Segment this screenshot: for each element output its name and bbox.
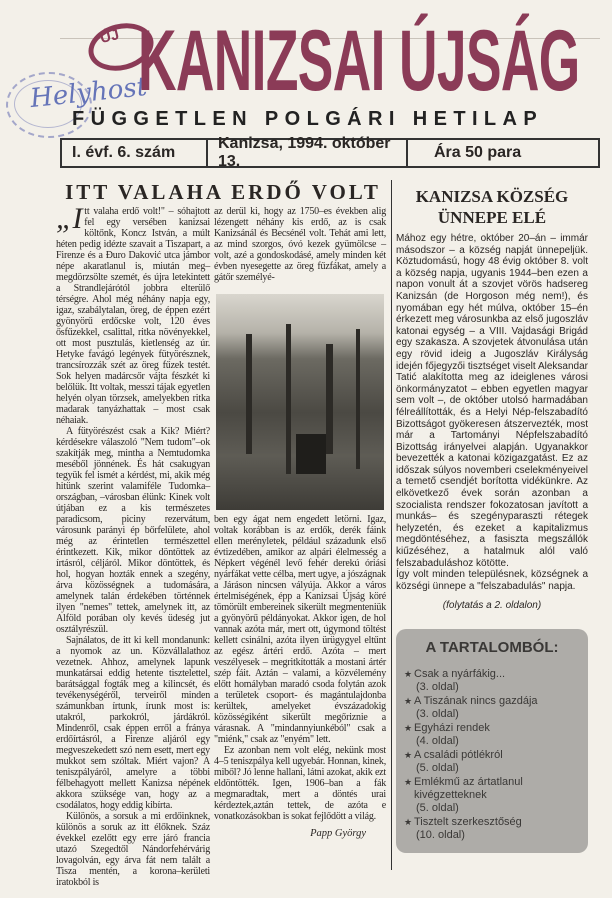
side-article-headline xyxy=(396,186,588,228)
star-icon: ★ xyxy=(404,723,413,734)
article-paragraph: „Itt valaha erdő volt!" – sóhajtott fel egy versében kanizsai költőnk, Koncz István, a múlt héten pedig idézte szavait a Tiszapart, a Firenze és a Đuro Daković utca jámbor népe akaratlanul is, miután meg–megdörzsölte szemét, és újra letekintett a Strandlejárótól jobbra elterülő térségre. Ahol még néhány napja egy, igaz, szabálytalan, öreg, de éppen ezért gyönyörű erdőcske volt, 120 éves ősfűzekkel, csalittal, ritka növényekkel, ott most pusztulás, kietlenség az úr. Hetyke favágó legények fütyörésznek, trancsírozzák szét az öreg fűzek testét. Sok helyen madárcsőr vájta fészkét ki belőlük. Itt voltak, messzi tájak egyetlen helyén olyan törzsek, amelyekben ritka madarak tanyázhattak – most csak néhaiak. xyxy=(56,202,210,426)
newspaper-title: KANIZSAI ÚJSÁG xyxy=(138,13,580,109)
article-column-middle-top xyxy=(214,206,386,283)
star-icon: ★ xyxy=(404,669,413,680)
headline-line: KANIZSA KÖZSÉG xyxy=(415,187,569,206)
article-author: Papp György xyxy=(310,828,366,839)
headline-line: ÜNNEPE ELÉ xyxy=(437,208,547,227)
contents-item: ★ Tisztelt szerkesztőség (10. oldal) xyxy=(404,816,522,842)
issue-price: Ára 50 para xyxy=(434,144,522,161)
article-paragraph: az derül ki, hogy az 1750–es években alig lézengett néhány kis erdő, az is csak Kanizsánál és Becsénél volt. Tehát ami lett, az mind szorgos, óvó kezek gyümölcse – volt, azé a gondoskodásé, amely minden két évben nyesegette az öreg fűzfákat, amely a gátőr személyé- xyxy=(214,206,386,283)
star-icon: ★ xyxy=(404,750,413,761)
article-paragraph: Ez azonban nem volt elég, nekünk most 4–5 teniszpálya kell ugyebár. Honnan, kinek, miből? Jó lenne hallani, látni azokat, akik ezt eldöntötték. Igen, 1906–ban a fák megmaradtak, mert a döntés urai kérdeztek,aztán tettek, de azóta e vonatkozásokban is sokat fejlődött a világ. xyxy=(214,745,386,822)
column-divider xyxy=(391,180,392,870)
article-paragraph: Különös, a sorsuk a mi erdőinknek, különös a soruk az itt élőknek. Száz évekkel ezelőtt egy erre járó francia utazó Szegedtől Nándorfehérvárig lovagolván, egy árva fát nem talált a Tisza mentén, a korona–kerületi iratokból is xyxy=(56,811,210,888)
issue-info-bar xyxy=(60,135,600,170)
contents-item: ★ A családi pótlékról (5. oldal) xyxy=(404,749,503,775)
contents-item: ★ Egyházi rendek (4. oldal) xyxy=(404,722,490,748)
issue-date: Kanizsa, 1994. október 13. xyxy=(208,140,408,166)
article-paragraph: Sajnálatos, de itt ki kell mondanunk: a nyomok az un. Közvállalathoz vezetnek. Ahhoz, amelynek lapunk munkatársai eddig hetente tisztelettel, barátsággal fogták meg a kilincsét, és tevékenységéről, terveiről minden számunkban írtunk, írunk most is: utakról, parkokról, járdákról. Mindenről, csak éppen erről a fránya erdőírtásról, a Firenze aljáról egy megveszekedett szó nem esett, mert egy mukkot sem szóltak. Miért vajon? A teniszpályáról, amelyre a többi félbehagyott mellett Kanizsa népének akkora szüksége van, hogy az a csodálatos, hogy eddig kibírta. xyxy=(56,635,210,811)
contents-item: ★ A Tiszának nincs gazdája (3. oldal) xyxy=(404,695,538,721)
star-icon: ★ xyxy=(404,777,413,788)
side-article-paragraph: Mához egy hétre, október 20–án – immár másodszor – a község napját ünnepeljük. Köztudomású, hogy 48 évig október 8. volt a község napja, ugyanis 1944–ben ezen a napon vonult át a szovjet vörös hadsereg Kanizsán (de Horgoson még nem!), és nyomában egy hét múlva, október 15–én érkezett meg városunkba az első jugoszláv katonai egység – a VIII. Vajdasági Brigád egy szakasza. A szovjetek átvonulása után egy rövid ideig a Jugoszláv Királyság idején főjegyzői tisztséget viselt Aleksandar Tatić alakította meg az ideiglenes városi önkormányzatot – ebben egyetlen magyar sem volt –, de október utolsó harmadában félreállították, és a Helyi Nép-felszabadító Bizottságot gyökeresen átszervezték, most már a Tartományi Népfelszabadító Bizottság irányelvei alapján. Ugyanakkor bevezették a katonai közigazgatást. Ez az időszak súlyos novemberi cselekményeivel a temető csendjét borította vidékünkre. Az elkövetkező évek során azonban a szocialista rendszer fokozatosan javított a munkás– és szegényparaszti rétegek helyzetén, és ezeket a kapitalizmus megdöntéséhez, a fasiszta megszállók kiűzéséhez, a hatalmuk alól való felszabaduláshoz kötötte. xyxy=(396,233,588,569)
article-photo-felled-trees xyxy=(216,294,384,510)
contents-item: ★ Csak a nyárfákig... (3. oldal) xyxy=(404,668,506,694)
issue-number: I. évf. 6. szám xyxy=(62,140,208,166)
handwritten-signature: Helyhost xyxy=(28,71,149,115)
newspaper-subtitle: FÜGGETLEN POLGÁRI HETILAP xyxy=(72,108,544,130)
star-icon: ★ xyxy=(404,817,413,828)
contents-box xyxy=(396,629,588,853)
side-article-paragraph: Így volt minden településnek, községnek a községi ünnepe a "felszabadulás" napja. xyxy=(396,569,588,592)
contents-item: ★ Emlékmű az ártatlanul kivégzetteknek (5. oldal) xyxy=(404,776,523,815)
side-article-body xyxy=(396,233,588,592)
contents-title: A TARTALOMBÓL: xyxy=(425,639,559,657)
contents-list xyxy=(396,668,588,842)
logo-badge: ÚJ xyxy=(98,25,121,48)
article-column-middle-bottom xyxy=(214,514,386,839)
article-headline: ITT VALAHA ERDŐ VOLT xyxy=(65,180,381,204)
article-paragraph: A fütyörészést csak a Kik? Miért? kérdésekre válaszoló "Nem tudom"–ok szakítják meg, mintha a Nemtudomka meséből jönnének. És hát csakugyan tegyük fel ismét a kérdést, mi, akik még hitünk szerint valamiféle Tudomka–országban, –városban élünk: Kinek volt útjában ez a kis természetes paradicsom, piciny rezervátum, városunk parányi ép bőrfelülete, ahol még az érintetlen természettel érintkezett. Kik, mikor döntöttek az írtásról, céljáról. Mikor döntöttek, és hol, hogyan hozták ennek a szegény, árva közösségnek a tudomására, amelynek talán érdekében történnek ilyen "nemes" tettek, amelynek itt, az Alföld porában oly kevés üdeség jut osztályrészül. xyxy=(56,426,210,635)
article-paragraph: ben egy ágat nem engedett letörni. Igaz, voltak korábban is az erdők, derék fáink ellen merényletek, például századunk első évtizedében, amikor az alpári élelmesség a Népkert végénél levő fehér derekú óriási nyárfákat vette célba, mert ugye, a jószágnak a Járáson nincsen vályúja. Akkor a város értelmiségének, épp a Kanizsai Újság köré tömörült embereinek sikerült megmenteniük a gyönyörű példányokat. Akkor igen, de hol vannak azóta már, mert ott, úgymond töltést kellett csinálni, azóta ilyen ürügygyel eltűnt az egész ártéri erdő. Azóta – mert veszélyesek – megritkították a mostani ártér szép fáit. Aztán – valami, a közvélemény előtt homályban maradó csoda folytán azok a területek csoport- és magántulajdonba kerültek, amelyeket évszázadokig közösségiként sikerült megőriznie a várasnak. A "mindannyiunkéból" csak a "miénk," csak az "enyém" lett. xyxy=(214,514,386,745)
article-column-left xyxy=(56,202,210,888)
drop-cap: „I xyxy=(56,202,83,235)
star-icon: ★ xyxy=(404,696,413,707)
side-column xyxy=(396,186,588,853)
continued-note: (folytatás a 2. oldalon) xyxy=(442,600,542,612)
